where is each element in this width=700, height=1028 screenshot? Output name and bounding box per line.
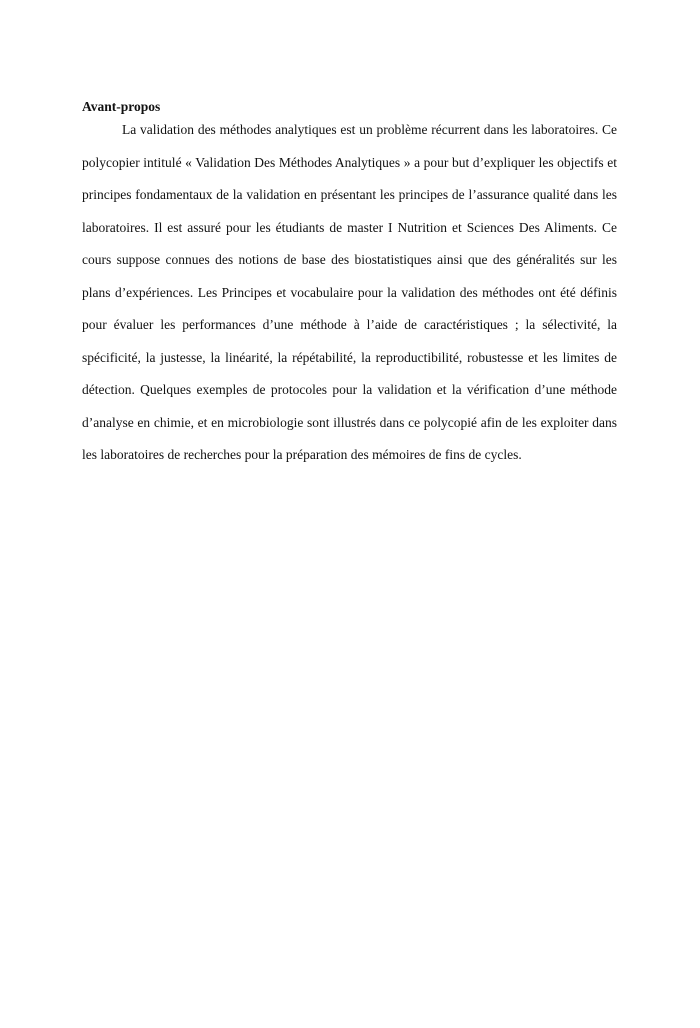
section-heading: Avant-propos — [82, 99, 161, 114]
document-body — [82, 98, 617, 472]
body-paragraph: La validation des méthodes analytiques est un problème récurrent dans les laboratoires. Ce polycopier intitulé « Validation Des Méthodes Analytiques » a pour but d’expliquer les objectifs et principes fondamentaux de la validation en présentant les principes de l’assurance qualité dans les laboratoires. Il est assuré pour les étudiants de master I Nutrition et Sciences Des Aliments. Ce cours suppose connues des notions de base des biostatistiques ainsi que des généralités sur les plans d’expériences. Les Principes et vocabulaire pour la validation des méthodes ont été définis pour évaluer les performances d’une méthode à l’aide de caractéristiques ; la sélectivité, la spécificité, la justesse, la linéarité, la répétabilité, la reproductibilité, robustesse et les limites de détection. Quelques exemples de protocoles pour la validation et la vérification d’une méthode d’analyse en chimie, et en microbiologie sont illustrés dans ce polycopié afin de les exploiter dans les laboratoires de recherches pour la préparation des mémoires de fins de cycles. — [82, 122, 617, 462]
